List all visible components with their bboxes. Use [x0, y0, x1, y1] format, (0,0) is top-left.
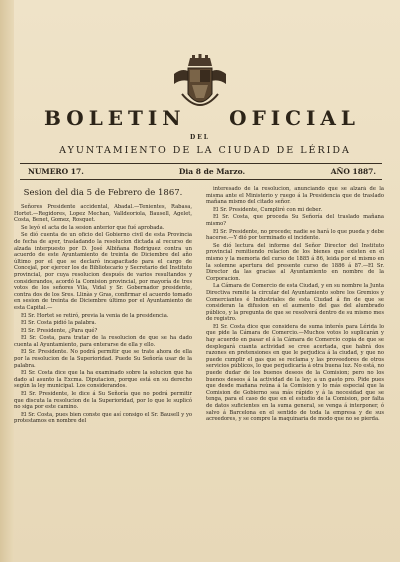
paragraph: El Sr. Presidente, le dice á Su Señoría que no podrá permitir que discuta la resolucion de la Superioridad, por lo que le suplicó no siga por este camino. [14, 391, 192, 411]
paragraph: Se dió lectura del informe del Señor Director del Instituto provincial remitiendo relacion de los bienes que existen en el mismo y la memoria del curso de 1885 á 86, leida por el mismo en la solemne apertura del presente curso de 1886 á 87.—El Sr. Director da las gracias al Ayuntamiento en nombre de la Corporacion. [206, 242, 384, 282]
paragraph: El Sr. Costa, pues bien conste que así consigo el Sr. Bausell y yo protestamos en nombre del [14, 411, 192, 425]
paragraph: Se dió cuenta de un oficio del Gobierno civil de esta Provincia de fecha de ayer, trasladando la resolucion dictada al recurso de alzada interpuesto por D. José Albiñana Rodriguez contra un acuerdo de este Ayuntamiento de treinta de Diciembre del año último por el que se declaró incapacitado para el cargo de Concejal, por ejercer los de Bibliotecario y Secretario del Instituto provincial, por cuya resolucion después de varios resultandos y considerandos, acordó la Comision provincial, por mayoría de tres votos de los señores Vila, Vidal y Sr. Gobernador presidente, contra dos de los Sres. Llinàs y Gras, confirmar el acuerdo tomado en sesion de treinta de Diciembre último por el Ayuntamiento de esta Capital.— [14, 232, 192, 311]
masthead-del: DEL [190, 134, 210, 141]
paragraph: El Sr. Costa dice que considera de suma interés para Lérida lo que pide la Cámara de Comercio.—Muchos votos lo suplicarán y hay acuerdo en pasar el á la Cámara de Comercio copia de que se desplegará cuanta actividad se cree acertada, que habrá dos razones en pretensiones en que le perjudica á la ciudad, y que no puede cumplir el gas que se reclama y las proveedores de otros servicios públicos, lo que perjudicaría á otra buena luz. No está, no puede dudar de los buenos deseos de la Comision; pero no los buenos deseos á la actividad de la ley; a un gasto pro. Pide pues que desde mañana reúna á la Comision y lo más especial que la Comision de Gobierno sea más rápido y á la necesidad que se tenga, para el caso de que en el estudio de la Comision, por falta de datos suficientes en la suma general, se venga á interponer, ó salvo á Barcelona en el sentido de toda la empresa y de sus acreedores, y se compre la maquinaria de modo que no se pierda. [206, 323, 384, 423]
masthead [44, 105, 360, 131]
paragraph: interesado de la resolucion, anunciando que se alzará de la misma ante el Ministerio y ruego á la Presidencia que de traslado mañana mismo del citado señor. [206, 186, 384, 206]
session-title: Sesion del dia 5 de Febrero de 1867. [23, 188, 183, 198]
masthead-left-word: BOLETIN [44, 106, 186, 130]
paragraph: El Sr. Presidente, ¿Para qué? [21, 327, 98, 334]
left-column [14, 186, 192, 562]
issue-date: Dia 8 de Marzo. [178, 167, 246, 176]
paragraph: El Sr. Costa, para tratar de la resolucion de que se ha dado cuenta al Ayuntamiento, para enterarse de ella y ello. [14, 335, 192, 348]
paragraph: El Sr. Costa pidió la palabra. [21, 320, 97, 327]
paragraph: Se leyó el acta de la sesion anterior que fué aprobada. [21, 224, 165, 231]
right-column [206, 186, 384, 562]
paragraph: El Sr. Presidente, Cumpliré con mi deber. [213, 206, 323, 213]
paragraph: La Cámara de Comercio de esta Ciudad, y en su nombre la Junta Directiva remite la circular del Ayuntamiento sobre los Gremios y Comerciantes é Industriales de esta Ciudad á fin de que se consideran la difusion en el aumento del gas del alumbrado público, y la pregunta de que se resolverá dentro de su mismo mes de registro. [206, 283, 384, 323]
masthead-right-word: OFICIAL [229, 106, 360, 130]
paragraph: El Sr. Presidente. No podrá permitir que se trate ahora de ella por la resolucion de la Superioridad. Puede Su Señoría usar de la palabra. [14, 349, 192, 369]
issue-info-bar [20, 163, 382, 180]
paragraph: El Sr. Costa dice que la ha examinado sobre la solucion que ha dado al asunto la Excma. Diputacion, porque está en su derecho según la ley municipal. Los considerandos. [14, 370, 192, 390]
masthead-subtitle: AYUNTAMIENTO DE LA CIUDAD DE LÉRIDA [59, 145, 351, 156]
issue-year: AÑO 1887. [330, 167, 376, 176]
paragraph: El Sr. Presidente, no procede; nadie se hará lo que pueda y debe hacerse.—Y dió por terminado el incidente. [206, 228, 384, 242]
paragraph: Señores Presidente accidental, Abadal.—Tenientes, Rabasa, Hortet.—Regidores, Lopez Mechan, Valldeoriola, Bausell, Agelet, Costa, Benet, Gomez, Rosquet. [14, 204, 192, 224]
paragraph: El Sr. Costa, que proceda Su Señoría del traslado mañana mismo? [206, 214, 384, 227]
paragraph: El Sr. Hortet se retiró, previa la venia de la presidencia. [21, 312, 169, 319]
page-fold [0, 0, 14, 562]
issue-number: NUMERO 17. [28, 167, 84, 176]
